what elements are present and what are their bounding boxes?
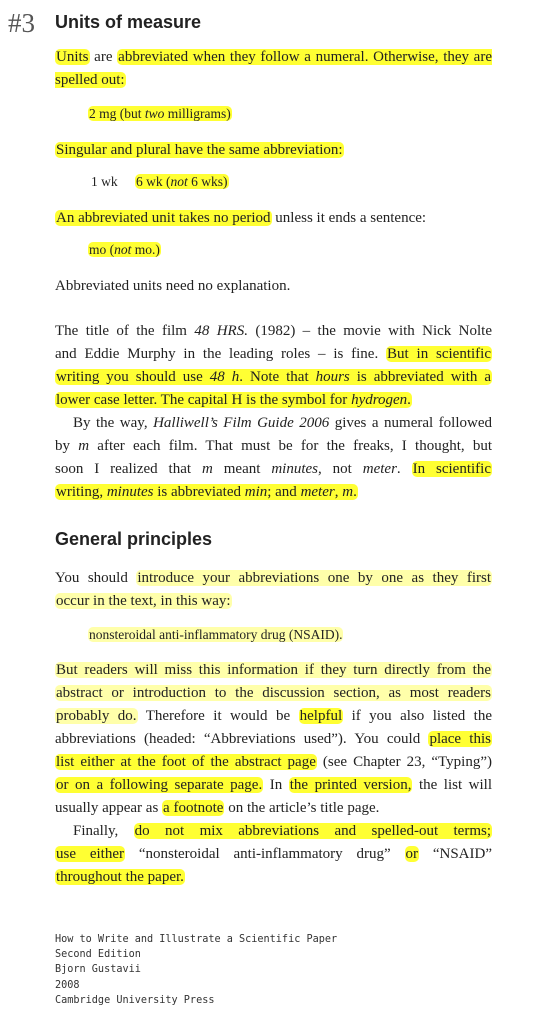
highlight: list either at the foot of the abstract page bbox=[56, 754, 316, 770]
highlight: or on a following separate page. bbox=[56, 777, 263, 793]
paragraph-singular-plural bbox=[55, 139, 492, 162]
highlight: a footnote bbox=[163, 800, 224, 816]
highlight: mo (not mo.) bbox=[89, 242, 160, 257]
credit-author: Bjorn Gustavii bbox=[55, 964, 141, 976]
book-credits bbox=[55, 932, 337, 1008]
highlight: probably do. bbox=[56, 708, 137, 724]
section-heading-units: Units of measure bbox=[55, 12, 202, 32]
highlight: helpful bbox=[299, 708, 343, 724]
section-heading-general: General principles bbox=[55, 529, 213, 549]
highlight: use either bbox=[56, 846, 124, 862]
example-nsaid bbox=[88, 625, 343, 645]
paragraph-units-rule: Units are abbreviated when they follow a numeral. Otherwise, they are spelled out: bbox=[55, 49, 492, 88]
highlight: nonsteroidal anti-inflammatory drug (NSAID). bbox=[89, 627, 343, 642]
credit-year: 2008 bbox=[55, 979, 80, 991]
example-mg bbox=[88, 104, 232, 124]
highlight: 2 mg (but two milligrams) bbox=[89, 106, 231, 121]
highlight: lower case letter. The capital H is the symbol for hydrogen. bbox=[56, 392, 411, 408]
paragraph-no-explanation: Abbreviated units need no explanation. bbox=[55, 278, 291, 294]
highlight: or bbox=[405, 846, 418, 862]
chapter-number: #3 bbox=[8, 8, 35, 38]
example-wk: 1 wk 6 wk (not 6 wks) bbox=[91, 174, 228, 189]
example-mo bbox=[88, 240, 161, 260]
highlight: But in scientific bbox=[387, 346, 491, 362]
highlight: abstract or introduction to the discussion section, as most readers bbox=[56, 685, 491, 701]
highlight: abbreviated when they follow a numeral. Otherwise, they are spelled out: bbox=[55, 49, 492, 88]
highlight: Singular and plural have the same abbreviation: bbox=[56, 142, 343, 158]
highlight: introduce your abbreviations one by one as they first bbox=[137, 570, 492, 586]
credit-title: How to Write and Illustrate a Scientific Paper bbox=[55, 934, 338, 945]
highlight: writing you should use 48 h. Note that hours is abbreviated with a bbox=[56, 369, 491, 385]
highlight: writing, minutes is abbreviated min; and meter, m. bbox=[56, 484, 357, 500]
highlight: place this bbox=[429, 731, 491, 747]
highlight: In scientific bbox=[412, 461, 491, 477]
highlight: occur in the text, in this way: bbox=[56, 593, 231, 609]
highlight: An abbreviated unit takes no period bbox=[56, 210, 271, 226]
credit-publisher: Cambridge University Press bbox=[55, 994, 215, 1006]
highlight: do not mix abbreviations and spelled-out terms; bbox=[134, 823, 491, 839]
highlight: But readers will miss this information if they turn directly from the bbox=[56, 662, 491, 678]
highlight: the printed version, bbox=[289, 777, 412, 793]
highlight: throughout the paper. bbox=[56, 869, 184, 885]
credit-edition: Second Edition bbox=[55, 949, 141, 961]
highlight: 6 wk (not 6 wks) bbox=[136, 174, 228, 189]
highlight: Units bbox=[56, 49, 89, 65]
paragraph-period: An abbreviated unit takes no period unless it ends a sentence: bbox=[56, 210, 427, 226]
